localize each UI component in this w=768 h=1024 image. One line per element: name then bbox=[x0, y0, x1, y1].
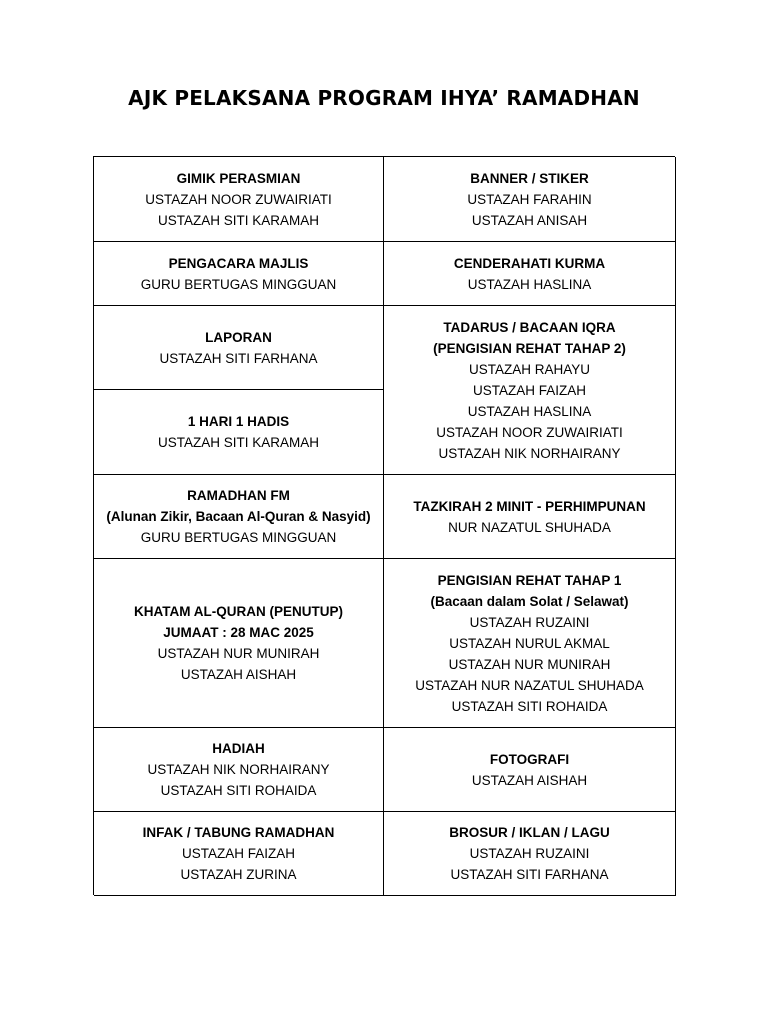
role-title: TAZKIRAH 2 MINIT - PERHIMPUNAN bbox=[413, 498, 646, 514]
member-name: NUR NAZATUL SHUHADA bbox=[448, 519, 611, 535]
cell-brosur-iklan-lagu bbox=[384, 812, 676, 896]
member-name: USTAZAH FAIZAH bbox=[472, 382, 586, 398]
member-name: USTAZAH NUR NAZATUL SHUHADA bbox=[415, 677, 644, 693]
member-name: USTAZAH HASLINA bbox=[467, 276, 592, 292]
role-title: TADARUS / BACAAN IQRA bbox=[443, 319, 616, 335]
role-subtitle: (PENGISIAN REHAT TAHAP 2) bbox=[433, 340, 626, 356]
role-title: BANNER / STIKER bbox=[470, 170, 589, 186]
cell-pengisian-rehat-tahap-1 bbox=[384, 559, 676, 728]
cell-cenderahati-kurma bbox=[384, 242, 676, 306]
cell-tadarus-bacaan-iqra bbox=[384, 306, 676, 475]
member-name: USTAZAH NOOR ZUWAIRIATI bbox=[145, 191, 332, 207]
member-name: USTAZAH SITI KARAMAH bbox=[157, 435, 320, 450]
member-name: USTAZAH SITI FARHANA bbox=[159, 350, 318, 366]
role-subtitle: (Alunan Zikir, Bacaan Al-Quran & Nasyid) bbox=[106, 509, 371, 524]
cell-laporan bbox=[94, 306, 384, 390]
member-name: USTAZAH NUR MUNIRAH bbox=[448, 656, 611, 672]
member-name: USTAZAH ZURINA bbox=[180, 867, 297, 882]
role-title: 1 HARI 1 HADIS bbox=[187, 414, 290, 429]
cell-gimik-perasmian bbox=[94, 157, 384, 242]
role-title: GIMIK PERASMIAN bbox=[176, 170, 301, 186]
member-name: USTAZAH HASLINA bbox=[467, 403, 592, 419]
cell-tazkirah-2-minit bbox=[384, 475, 676, 559]
cell-hadiah bbox=[94, 728, 384, 812]
page-title: AJK PELAKSANA PROGRAM IHYA’ RAMADHAN bbox=[128, 86, 640, 110]
role-title: BROSUR / IKLAN / LAGU bbox=[449, 825, 610, 840]
role-title: FOTOGRAFI bbox=[489, 751, 570, 767]
member-name: USTAZAH NURUL AKMAL bbox=[449, 635, 610, 651]
member-name: GURU BERTUGAS MINGGUAN bbox=[140, 530, 337, 545]
member-name: USTAZAH RUZAINI bbox=[469, 614, 590, 630]
role-subtitle: (Bacaan dalam Solat / Selawat) bbox=[430, 593, 629, 609]
role-title: HADIAH bbox=[212, 741, 265, 756]
member-name: USTAZAH NUR MUNIRAH bbox=[157, 646, 320, 661]
member-name: USTAZAH RAHAYU bbox=[468, 361, 590, 377]
role-subtitle: JUMAAT : 28 MAC 2025 bbox=[163, 625, 314, 640]
cell-1-hari-1-hadis bbox=[94, 390, 384, 475]
cell-ramadhan-fm bbox=[94, 475, 384, 559]
member-name: USTAZAH FARAHIN bbox=[467, 191, 592, 207]
member-name: USTAZAH SITI ROHAIDA bbox=[451, 698, 608, 714]
member-name: USTAZAH NOOR ZUWAIRIATI bbox=[436, 424, 623, 440]
cell-pengacara-majlis bbox=[94, 242, 384, 306]
member-name: USTAZAH SITI KARAMAH bbox=[157, 212, 320, 228]
role-title: LAPORAN bbox=[205, 329, 272, 345]
member-name: USTAZAH FAIZAH bbox=[181, 846, 295, 861]
member-name: USTAZAH ANISAH bbox=[471, 212, 588, 228]
role-title: INFAK / TABUNG RAMADHAN bbox=[142, 825, 335, 840]
role-title: KHATAM AL-QURAN (PENUTUP) bbox=[134, 604, 343, 619]
role-title: CENDERAHATI KURMA bbox=[453, 255, 606, 271]
cell-khatam-al-quran bbox=[94, 559, 384, 728]
cell-infak-tabung-ramadhan bbox=[94, 812, 384, 896]
committee-table bbox=[93, 156, 675, 895]
role-title: PENGISIAN REHAT TAHAP 1 bbox=[437, 572, 622, 588]
cell-fotografi bbox=[384, 728, 676, 812]
member-name: USTAZAH SITI FARHANA bbox=[450, 867, 609, 882]
role-title: RAMADHAN FM bbox=[187, 488, 290, 503]
member-name: USTAZAH AISHAH bbox=[180, 667, 297, 682]
member-name: USTAZAH RUZAINI bbox=[469, 846, 590, 861]
role-title: PENGACARA MAJLIS bbox=[168, 255, 309, 271]
member-name: USTAZAH AISHAH bbox=[471, 772, 588, 788]
member-name: GURU BERTUGAS MINGGUAN bbox=[140, 276, 337, 292]
member-name: USTAZAH NIK NORHAIRANY bbox=[147, 762, 330, 777]
member-name: USTAZAH NIK NORHAIRANY bbox=[438, 445, 621, 461]
cell-banner-stiker bbox=[384, 157, 676, 242]
member-name: USTAZAH SITI ROHAIDA bbox=[160, 783, 317, 798]
